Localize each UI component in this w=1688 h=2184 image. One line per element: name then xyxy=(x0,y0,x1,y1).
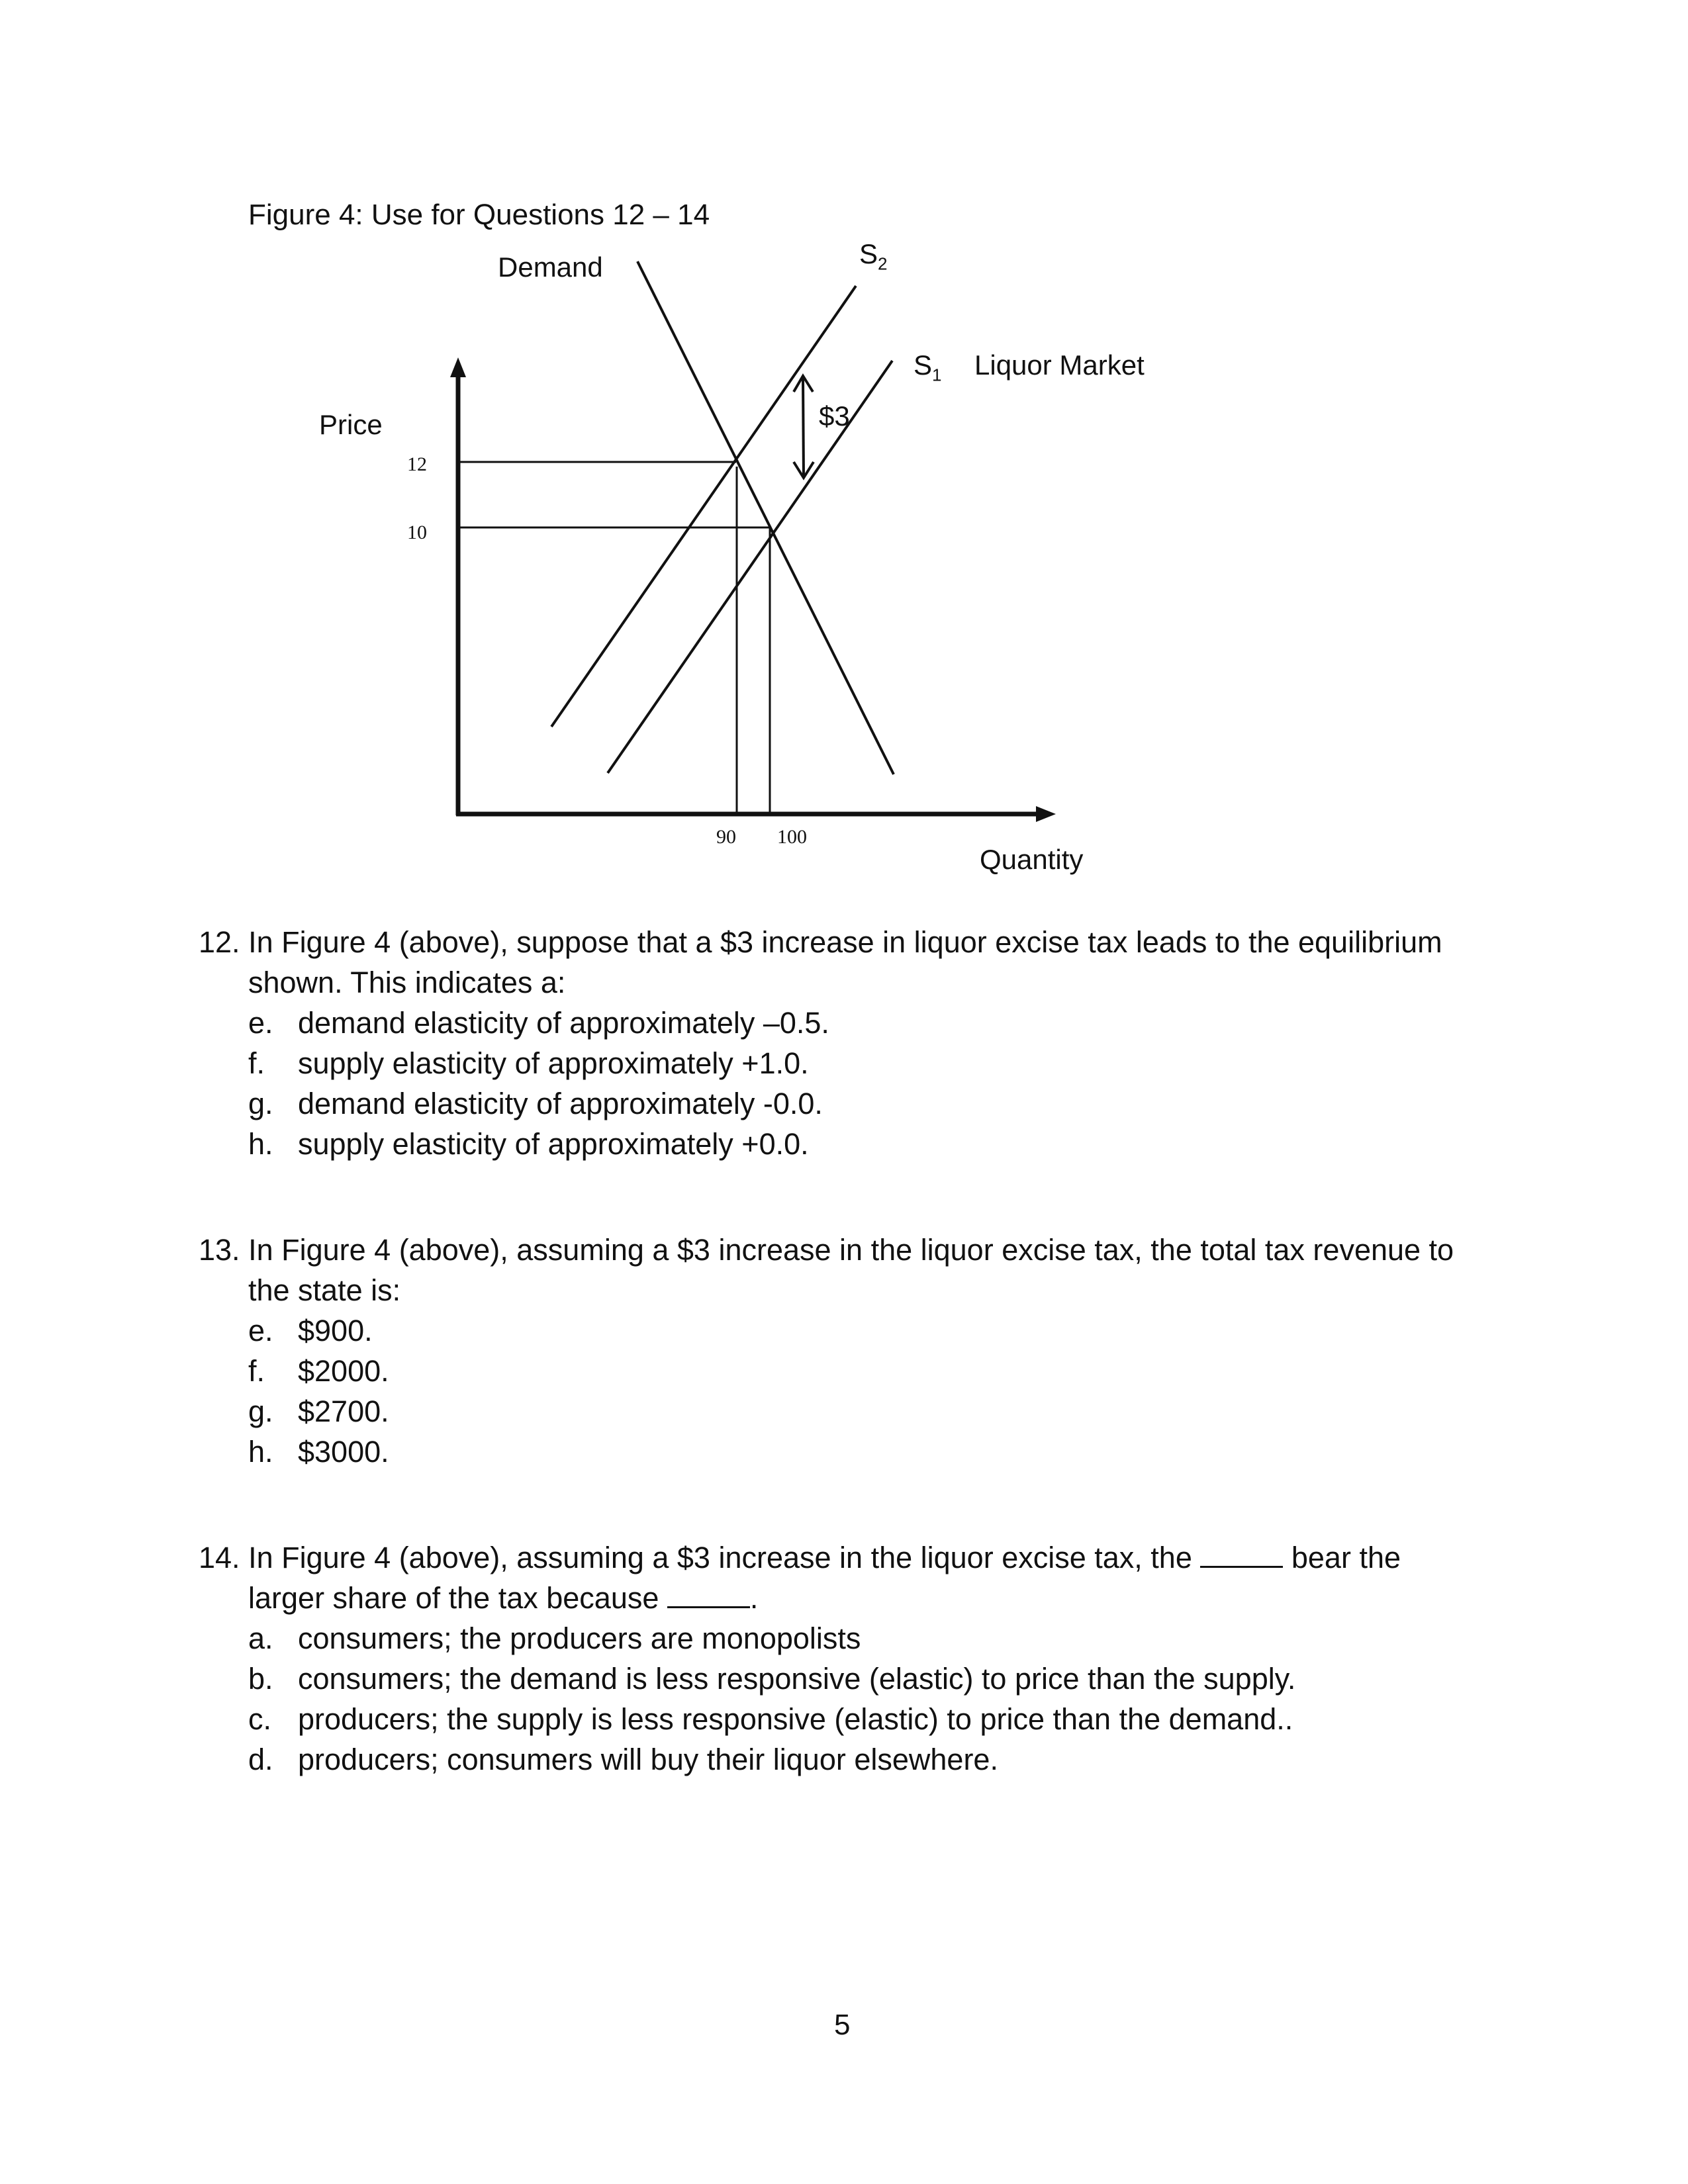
option-letter: f. xyxy=(248,1046,265,1080)
fill-in-blank-2[interactable] xyxy=(667,1581,750,1608)
option-letter: h. xyxy=(248,1127,273,1161)
fill-in-blank-1[interactable] xyxy=(1200,1541,1283,1568)
s2-label xyxy=(859,238,887,274)
s2-label-subscript: 2 xyxy=(878,253,888,274)
y-tick-10: 10 xyxy=(407,522,427,543)
answer-option[interactable] xyxy=(199,1618,1401,1659)
page-number: 5 xyxy=(834,2009,851,2041)
option-letter: f. xyxy=(248,1354,265,1388)
option-text: $2700. xyxy=(298,1394,389,1428)
answer-option[interactable] xyxy=(199,1432,1454,1472)
x-tick-100: 100 xyxy=(777,826,807,848)
option-text: demand elasticity of approximately –0.5. xyxy=(298,1006,829,1040)
option-text: producers; consumers will buy their liquor elsewhere. xyxy=(298,1743,998,1776)
y-axis-label: Price xyxy=(319,409,383,440)
answer-option[interactable] xyxy=(199,1739,1401,1780)
x-axis xyxy=(456,806,1056,822)
y-axis xyxy=(450,357,466,815)
question-text-line2: larger share of the tax because xyxy=(248,1581,659,1615)
demand-label: Demand xyxy=(498,251,603,283)
option-text: supply elasticity of approximately +0.0. xyxy=(298,1127,809,1161)
s1-label xyxy=(914,349,941,385)
option-text: consumers; the producers are monopolists xyxy=(298,1621,861,1655)
option-text: demand elasticity of approximately -0.0. xyxy=(298,1087,823,1120)
option-text: supply elasticity of approximately +1.0. xyxy=(298,1046,809,1080)
question-12-stem-cont: shown. This indicates a: xyxy=(248,966,566,999)
answer-option[interactable] xyxy=(199,1391,1454,1432)
option-letter: g. xyxy=(248,1394,273,1428)
option-letter: h. xyxy=(248,1435,273,1469)
option-letter: e. xyxy=(248,1006,273,1040)
answer-option[interactable] xyxy=(199,1310,1454,1351)
answer-option[interactable] xyxy=(199,1659,1401,1699)
tax-amount-label: $3 xyxy=(819,400,850,432)
question-12 xyxy=(199,922,1442,1164)
option-letter: d. xyxy=(248,1743,273,1776)
option-letter: a. xyxy=(248,1621,273,1655)
option-text: $2000. xyxy=(298,1354,389,1388)
demand-curve xyxy=(637,261,894,774)
s1-label-text: S xyxy=(914,349,933,381)
option-text: consumers; the demand is less responsive (elastic) to price than the supply. xyxy=(298,1662,1296,1696)
question-number: 12. xyxy=(199,925,240,959)
question-14 xyxy=(199,1537,1401,1780)
option-text: producers; the supply is less responsive (elastic) to price than the demand.. xyxy=(298,1702,1293,1736)
question-text-cont: bear the xyxy=(1291,1541,1401,1574)
s1-label-subscript: 1 xyxy=(932,365,942,385)
question-period: . xyxy=(749,1581,759,1615)
option-text: $3000. xyxy=(298,1435,389,1469)
question-12-stem xyxy=(199,922,1442,962)
answer-option[interactable] xyxy=(199,1083,1442,1124)
question-number: 14. xyxy=(199,1541,240,1574)
answer-option[interactable] xyxy=(199,1699,1401,1739)
answer-option[interactable] xyxy=(199,1003,1442,1043)
question-14-stem xyxy=(199,1537,1401,1578)
x-tick-90: 90 xyxy=(716,826,736,848)
answer-option[interactable] xyxy=(199,1043,1442,1083)
s2-label-text: S xyxy=(859,238,878,269)
answer-option[interactable] xyxy=(199,1351,1454,1391)
supply-curve-s2 xyxy=(551,286,856,727)
option-letter: c. xyxy=(248,1702,272,1736)
option-text: $900. xyxy=(298,1314,373,1347)
figure-title: Figure 4: Use for Questions 12 – 14 xyxy=(248,199,710,231)
option-letter: e. xyxy=(248,1314,273,1347)
question-text: In Figure 4 (above), assuming a $3 increase in the liquor excise tax, the xyxy=(248,1541,1192,1574)
market-label: Liquor Market xyxy=(974,349,1145,381)
question-text: In Figure 4 (above), assuming a $3 increase in the liquor excise tax, the total tax revenue to xyxy=(248,1233,1454,1267)
question-text: In Figure 4 (above), suppose that a $3 increase in liquor excise tax leads to the equilibrium xyxy=(248,925,1442,959)
x-axis-label: Quantity xyxy=(980,844,1084,875)
supply-demand-chart xyxy=(0,0,1688,927)
answer-option[interactable] xyxy=(199,1124,1442,1164)
question-13 xyxy=(199,1230,1454,1472)
question-14-stem-cont xyxy=(199,1578,1401,1618)
question-13-stem xyxy=(199,1230,1454,1270)
question-number: 13. xyxy=(199,1233,240,1267)
option-letter: g. xyxy=(248,1087,273,1120)
option-letter: b. xyxy=(248,1662,273,1696)
question-13-stem-cont: the state is: xyxy=(248,1273,401,1307)
tax-double-arrow xyxy=(794,376,814,478)
y-tick-12: 12 xyxy=(407,453,427,475)
